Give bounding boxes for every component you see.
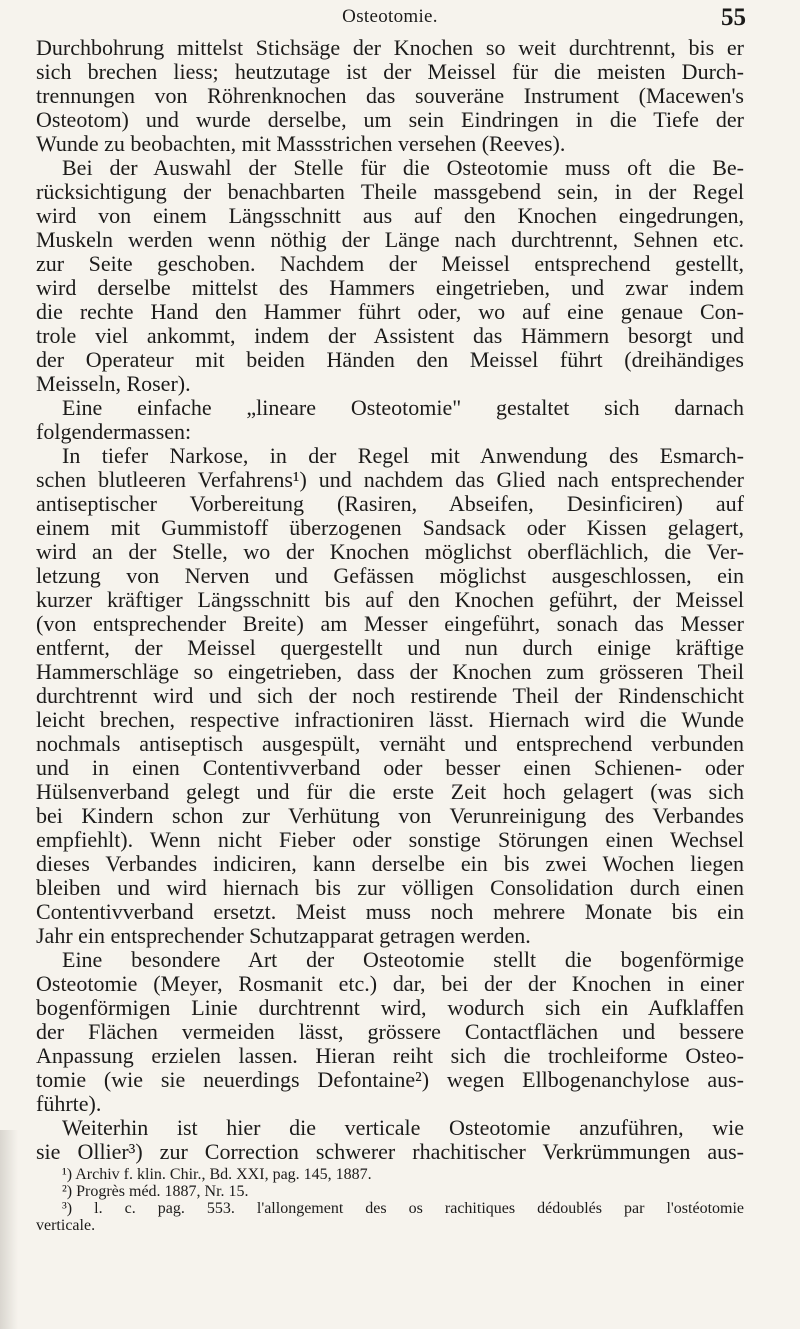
text-line: wird von einem Längsschnitt aus auf den Knochen eingedrungen,: [36, 204, 744, 228]
text-line: tomie (wie sie neuerdings Defontaine²) wegen Ellbogenanchylose aus-: [36, 1068, 744, 1092]
text-line: führte).: [36, 1092, 102, 1116]
footnotes: [36, 1166, 744, 1234]
text-line: letzung von Nerven und Gefässen möglichst ausgeschlossen, ein: [36, 564, 744, 588]
text-line: Hülsenverband gelegt und für die erste Zeit hoch gelagert (was sich: [36, 780, 744, 804]
text-line: trennungen von Röhrenknochen das souveräne Instrument (Macewen's: [36, 84, 744, 108]
text-line: der Operateur mit beiden Händen den Meissel führt (dreihändiges: [36, 348, 744, 372]
running-title: Osteotomie.: [342, 6, 438, 27]
footnote: ¹) Archiv f. klin. Chir., Bd. XXI, pag. 145, 1887.: [62, 1166, 372, 1183]
text-line: Osteotomie (Meyer, Rosmanit etc.) dar, bei der der Knochen in einer: [36, 972, 744, 996]
text-line: sich brechen liess; heutzutage ist der Meissel für die meisten Durch-: [36, 60, 744, 84]
running-head: [36, 0, 744, 30]
text-line: die rechte Hand den Hammer führt oder, wo auf eine genaue Con-: [36, 300, 744, 324]
footnote: ³) l. c. pag. 553. l'allongement des os rachitiques dédoublés par l'ostéotomie: [62, 1200, 744, 1217]
text-line: Meisseln, Roser).: [36, 372, 191, 396]
scan-shadow: [0, 1130, 18, 1329]
text-line: der Flächen vermeiden lässt, grössere Contactflächen und bessere: [36, 1020, 744, 1044]
text-line: bei Kindern schon zur Verhütung von Verunreinigung des Verbandes: [36, 804, 744, 828]
text-line: bogenförmigen Linie durchtrennt wird, wodurch sich ein Aufklaffen: [36, 996, 744, 1020]
text-line: trole viel ankommt, indem der Assistent das Hämmern besorgt und: [36, 324, 744, 348]
text-line: sie Ollier³) zur Correction schwerer rhachitischer Verkrümmungen aus-: [36, 1140, 744, 1164]
text-line: Osteotom) und wurde derselbe, um sein Eindringen in die Tiefe der: [36, 108, 744, 132]
body-text: [36, 36, 744, 1164]
text-line: Contentivverband ersetzt. Meist muss noch mehrere Monate bis ein: [36, 900, 744, 924]
text-line: (von entsprechender Breite) am Messer eingeführt, sonach das Messer: [36, 612, 744, 636]
text-line: durchtrennt wird und sich der noch restirende Theil der Rindenschicht: [36, 684, 744, 708]
text-line: wird an der Stelle, wo der Knochen möglichst oberflächlich, die Ver-: [36, 540, 744, 564]
text-line: schen blutleeren Verfahrens¹) und nachdem das Glied nach entsprechender: [36, 468, 744, 492]
text-line: zur Seite geschoben. Nachdem der Meissel entsprechend gestellt,: [36, 252, 744, 276]
text-line: bleiben und wird hiernach bis zur völligen Consolidation durch einen: [36, 876, 744, 900]
text-line: wird derselbe mittelst des Hammers eingetrieben, und zwar indem: [36, 276, 744, 300]
text-line: Jahr ein entsprechender Schutzapparat getragen werden.: [36, 924, 531, 948]
text-line: und in einen Contentivverband oder besser einen Schienen- oder: [36, 756, 744, 780]
text-line: Wunde zu beobachten, mit Massstrichen versehen (Reeves).: [36, 132, 566, 156]
text-line: Weiterhin ist hier die verticale Osteotomie anzuführen, wie: [62, 1116, 744, 1140]
text-line: einem mit Gummistoff überzogenen Sandsack oder Kissen gelagert,: [36, 516, 744, 540]
text-line: In tiefer Narkose, in der Regel mit Anwendung des Esmarch-: [62, 444, 744, 468]
text-line: Hammerschläge so eingetrieben, dass der Knochen zum grösseren Theil: [36, 660, 744, 684]
text-line: rücksichtigung der benachbarten Theile massgebend sein, in der Regel: [36, 180, 744, 204]
text-line: Eine einfache „lineare Osteotomie" gestaltet sich darnach: [62, 396, 744, 420]
text-line: leicht brechen, respective infractioniren lässt. Hiernach wird die Wunde: [36, 708, 744, 732]
text-line: Muskeln werden wenn nöthig der Länge nach durchtrennt, Sehnen etc.: [36, 228, 744, 252]
text-line: Bei der Auswahl der Stelle für die Osteotomie muss oft die Be-: [62, 156, 744, 180]
text-line: dieses Verbandes indiciren, kann derselbe ein bis zwei Wochen liegen: [36, 852, 744, 876]
text-line: Anpassung erzielen lassen. Hieran reiht sich die trochleiforme Osteo-: [36, 1044, 744, 1068]
text-line: folgendermassen:: [36, 420, 192, 444]
text-line: Durchbohrung mittelst Stichsäge der Knochen so weit durchtrennt, bis er: [36, 36, 744, 60]
text-line: antiseptischer Vorbereitung (Rasiren, Abseifen, Desinficiren) auf: [36, 492, 744, 516]
text-line: entfernt, der Meissel quergestellt und nun durch einige kräftige: [36, 636, 744, 660]
text-line: empfiehlt). Wenn nicht Fieber oder sonstige Störungen einen Wechsel: [36, 828, 744, 852]
footnote: ²) Progrès méd. 1887, Nr. 15.: [62, 1183, 249, 1200]
text-line: nochmals antiseptisch ausgespült, vernäht und entsprechend verbunden: [36, 732, 744, 756]
footnote: verticale.: [36, 1217, 96, 1234]
text-line: Eine besondere Art der Osteotomie stellt die bogenförmige: [62, 948, 744, 972]
text-line: kurzer kräftiger Längsschnitt bis auf den Knochen geführt, der Meissel: [36, 588, 744, 612]
page-number: 55: [721, 4, 746, 31]
